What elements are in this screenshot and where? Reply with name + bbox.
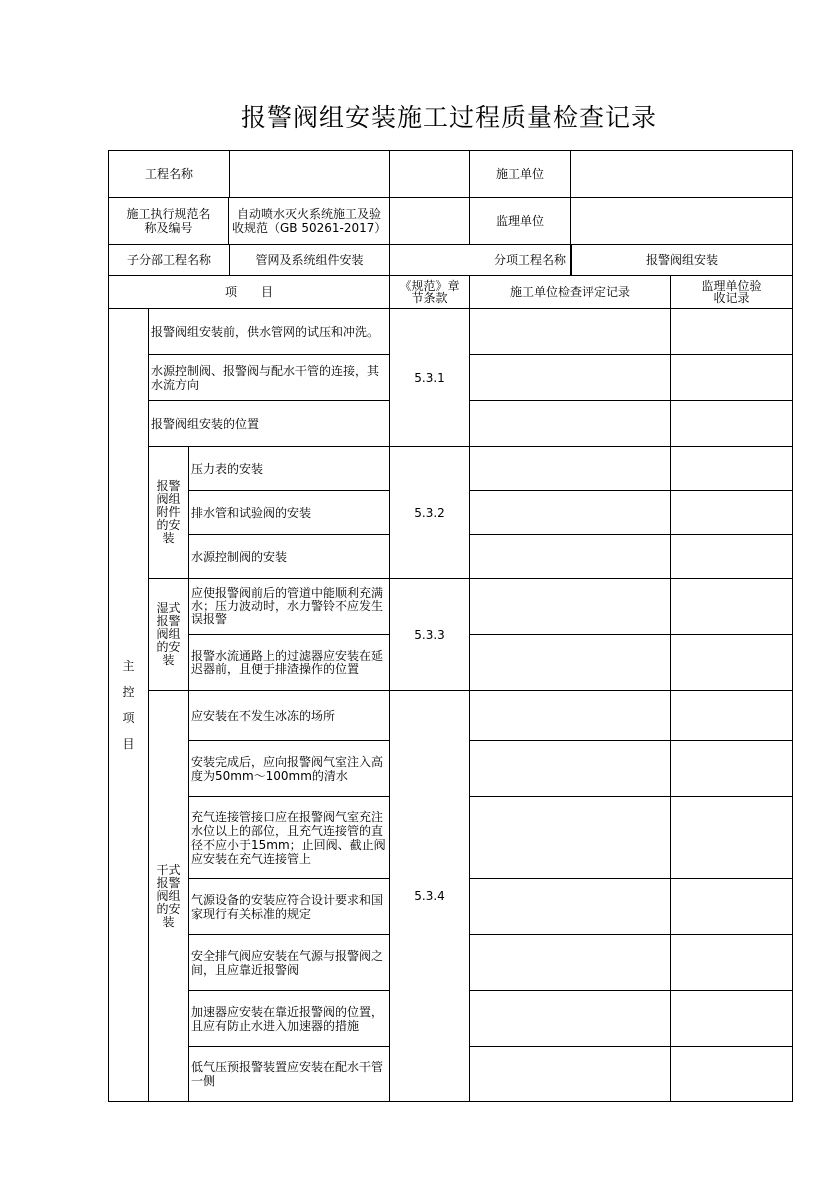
supervision-record-cell[interactable]	[671, 401, 793, 447]
column-clause-header: 《规范》章节条款	[390, 276, 470, 309]
clause-cell: 5.3.1	[390, 309, 470, 447]
item-text: 压力表的安装	[189, 447, 390, 491]
sub-project-value: 管网及系统组件安装	[255, 253, 364, 267]
project-name-field[interactable]	[230, 151, 389, 197]
item-project-label: 分项工程名称	[494, 253, 567, 267]
supervision-record-cell[interactable]	[671, 579, 793, 635]
supervision-record-cell[interactable]	[671, 535, 793, 579]
supervision-record-cell[interactable]	[671, 741, 793, 797]
column-item-header: 项 目	[109, 276, 390, 309]
group-label-dry: 干式报警阀组的安装	[149, 691, 189, 1102]
construction-record-cell[interactable]	[470, 691, 671, 741]
project-name-label: 工程名称	[109, 151, 230, 197]
construction-record-cell[interactable]	[470, 309, 671, 355]
clause-cell: 5.3.2	[390, 447, 470, 579]
construction-record-cell[interactable]	[470, 579, 671, 635]
construction-unit-field[interactable]	[571, 151, 793, 198]
clause-cell: 5.3.3	[390, 579, 470, 691]
supervision-record-cell[interactable]	[671, 1047, 793, 1102]
item-text: 水源控制阀、报警阀与配水干管的连接，其水流方向	[149, 355, 390, 401]
main-control-label: 主控项目	[109, 309, 149, 1102]
supervision-unit-label: 监理单位	[469, 198, 570, 244]
supervision-record-cell[interactable]	[671, 635, 793, 691]
item-text: 应安装在不发生冰冻的场所	[189, 691, 390, 741]
supervision-record-cell[interactable]	[671, 447, 793, 491]
supervision-unit-field[interactable]	[571, 198, 793, 245]
construction-record-cell[interactable]	[470, 797, 671, 879]
item-text: 安全排气阀应安装在气源与报警阀之间，且应靠近报警阀	[189, 935, 390, 991]
item-text: 水源控制阀的安装	[189, 535, 390, 579]
construction-record-cell[interactable]	[470, 401, 671, 447]
item-text: 气源设备的安装应符合设计要求和国家现行有关标准的规定	[189, 879, 390, 935]
sub-project-label: 子分部工程名称	[109, 245, 230, 275]
item-text: 加速器应安装在靠近报警阀的位置，且应有防止水进入加速器的措施	[189, 991, 390, 1047]
supervision-record-cell[interactable]	[671, 991, 793, 1047]
supervision-record-cell[interactable]	[671, 935, 793, 991]
item-text: 应使报警阀前后的管道中能顺利充满水；压力波动时，水力警铃不应发生误报警	[189, 579, 390, 635]
construction-record-cell[interactable]	[470, 447, 671, 491]
construction-record-cell[interactable]	[470, 491, 671, 535]
construction-record-cell[interactable]	[470, 879, 671, 935]
group-label-wet: 湿式报警阀组的安装	[149, 579, 189, 691]
column-supervision-record-header: 监理单位验收记录	[671, 276, 793, 309]
item-text: 排水管和试验阀的安装	[189, 491, 390, 535]
standard-label: 施工执行规范名称及编号	[109, 198, 229, 244]
group-label-accessories: 报警阀组附件的安装	[149, 447, 189, 579]
construction-unit-label: 施工单位	[469, 151, 570, 197]
construction-record-cell[interactable]	[470, 1047, 671, 1102]
item-text: 低气压预报警装置应安装在配水干管一侧	[189, 1047, 390, 1102]
supervision-record-cell[interactable]	[671, 355, 793, 401]
document-title: 报警阀组安装施工过程质量检查记录	[240, 103, 657, 132]
supervision-record-cell[interactable]	[671, 691, 793, 741]
item-text: 报警阀组安装的位置	[149, 401, 390, 447]
item-text: 充气连接管接口应在报警阀气室充注水位以上的部位，且充气连接管的直径不应小于15mm；止回阀、截止阀应安装在充气连接管上	[189, 797, 390, 879]
standard-value: 自动喷水灭火系统施工及验收规范（GB 50261-2017）	[232, 207, 387, 235]
item-text: 报警水流通路上的过滤器应安装在延迟器前，且便于排渣操作的位置	[189, 635, 390, 691]
supervision-record-cell[interactable]	[671, 309, 793, 355]
supervision-record-cell[interactable]	[671, 797, 793, 879]
construction-record-cell[interactable]	[470, 741, 671, 797]
item-text: 报警阀组安装前，供水管网的试压和冲洗。	[149, 309, 390, 355]
item-project-value: 报警阀组安装	[571, 245, 792, 275]
supervision-record-cell[interactable]	[671, 491, 793, 535]
construction-record-cell[interactable]	[470, 635, 671, 691]
construction-record-cell[interactable]	[470, 535, 671, 579]
construction-record-cell[interactable]	[470, 991, 671, 1047]
construction-record-cell[interactable]	[470, 355, 671, 401]
column-construction-record-header: 施工单位检查评定记录	[470, 276, 671, 309]
clause-cell: 5.3.4	[390, 691, 470, 1102]
inspection-record-table	[108, 150, 793, 1102]
item-text: 安装完成后，应向报警阀气室注入高度为50mm～100mm的清水	[189, 741, 390, 797]
supervision-record-cell[interactable]	[671, 879, 793, 935]
construction-record-cell[interactable]	[470, 935, 671, 991]
